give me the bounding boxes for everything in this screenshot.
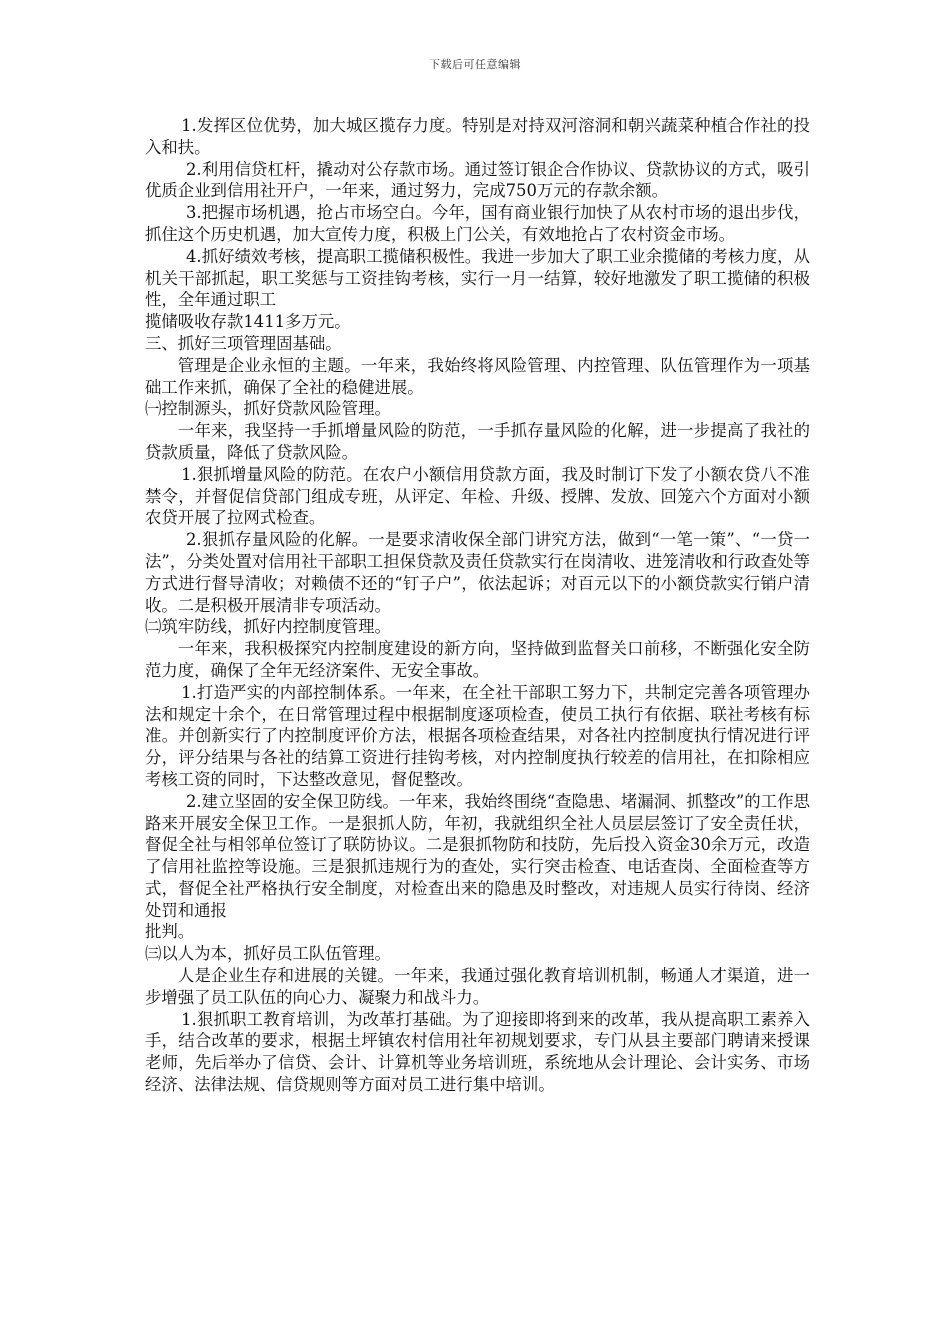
paragraph-p1: 1.发挥区位优势，加大城区揽存力度。特别是对持双河溶洞和朝兴蔬菜种植合作社的投入和扶。	[145, 116, 810, 157]
paragraph-p6: 三、抓好三项管理固基础。	[145, 333, 342, 353]
paragraph-p12: ㈡筑牢防线，抓好内控制度管理。	[145, 617, 391, 637]
paragraph-p16: 批判。	[145, 922, 195, 942]
paragraph-p14: 1.打造严实的内部控制体系。一年来，在全社干部职工努力下，共制定完善各项管理办法和规定十余个，在日常管理过程中根据制度逐项检查，使员工执行有依据、联社考核有标准。并创新实行了内控制度评价方法，根据各项检查结果，对各社内控制度执行情况进行评分，评分结果与各社的结算工资进行挂钩考核，对内控制度执行较差的信用社，在扣除相应考核工资的同时，下达整改意见，督促整改。	[145, 682, 810, 789]
paragraph-p2: 2.利用信贷杠杆，撬动对公存款市场。通过签订银企合作协议、贷款协议的方式，吸引优质企业到信用社开户，一年来，通过努力，完成750万元的存款余额。	[145, 159, 810, 201]
paragraph-p9: 一年来，我坚持一手抓增量风险的防范，一手抓存量风险的化解，进一步提高了我社的贷款质量，降低了贷款风险。	[145, 421, 810, 462]
paragraph-p11: 2.狠抓存量风险的化解。一是要求清收保全部门讲究方法，做到“一笔一策”、“一贷一法”，分类处置对信用社干部职工担保贷款及责任贷款实行在岗清收、进笼清收和行政查处等方式进行督导清收；对赖债不还的“钉子户”，依法起诉；对百元以下的小额贷款实行销户清收。二是积极开展清非专项活动。	[145, 530, 810, 615]
paragraph-p17: ㈢以人为本，抓好员工队伍管理。	[145, 944, 391, 964]
paragraph-p18: 人是企业生存和进展的关键。一年来，我通过强化教育培训机制，畅通人才渠道，进一步增强了员工队伍的向心力、凝聚力和战斗力。	[145, 966, 810, 1007]
paragraph-p13: 一年来，我积极探究内控制度建设的新方向，坚持做到监督关口前移，不断强化安全防范力度，确保了全年无经济案件、无安全事故。	[145, 639, 810, 680]
paragraph-p4: 4.抓好绩效考核，提高职工揽储积极性。我进一步加大了职工业余揽储的考核力度，从机关干部抓起，职工奖惩与工资挂钩考核，实行一月一结算，较好地激发了职工揽储的积极性，全年通过职工	[145, 246, 810, 310]
paragraph-p5: 揽储吸收存款1411多万元。	[145, 312, 351, 332]
paragraph-p3: 3.把握市场机遇，抢占市场空白。今年，国有商业银行加快了从农村市场的退出步伐，抓住这个历史机遇，加大宣传力度，积极上门公关，有效地抢占了农村资金市场。	[145, 203, 810, 244]
paragraph-p7: 管理是企业永恒的主题。一年来，我始终将风险管理、内控管理、队伍管理作为一项基础工作来抓，确保了全社的稳健进展。	[145, 355, 810, 397]
paragraph-p10: 1.狠抓增量风险的防范。在农户小额信用贷款方面，我及时制订下发了小额农贷八不准禁令，并督促信贷部门组成专班，从评定、年检、升级、授牌、发放、回笼六个方面对小额农贷开展了拉网式检查。	[145, 464, 810, 528]
paragraph-p8: ㈠控制源头，抓好贷款风险管理。	[145, 399, 391, 419]
paragraph-p19: 1.狠抓职工教育培训，为改革打基础。为了迎接即将到来的改革，我从提高职工素养入手，结合改革的要求，根据土坪镇农村信用社年初规划要求，专门从县主要部门聘请来授课老师，先后举办了信贷、会计、计算机等业务培训班，系统地从会计理论、会计实务、市场经济、法律法规、信贷规则等方面对员工进行集中培训。	[145, 1009, 810, 1095]
page-header-note: 下载后可任意编辑	[429, 58, 521, 71]
paragraph-p15: 2.建立坚固的安全保卫防线。一年来，我始终围绕“查隐患、堵漏洞、抓整改”的工作思路来开展安全保卫工作。一是狠抓人防，年初，我就组织全社人员层层签订了安全责任状，督促全社与相邻单位签订了联防协议。二是狠抓物防和技防，先后投入资金30余万元，改造了信用社监控等设施。三是狠抓违规行为的查处，实行突击检查、电话查岗、全面检查等方式，督促全社严格执行安全制度，对检查出来的隐患及时整改，对违规人员实行待岗、经济处罚和通报	[145, 791, 810, 920]
document-body	[145, 115, 810, 1096]
